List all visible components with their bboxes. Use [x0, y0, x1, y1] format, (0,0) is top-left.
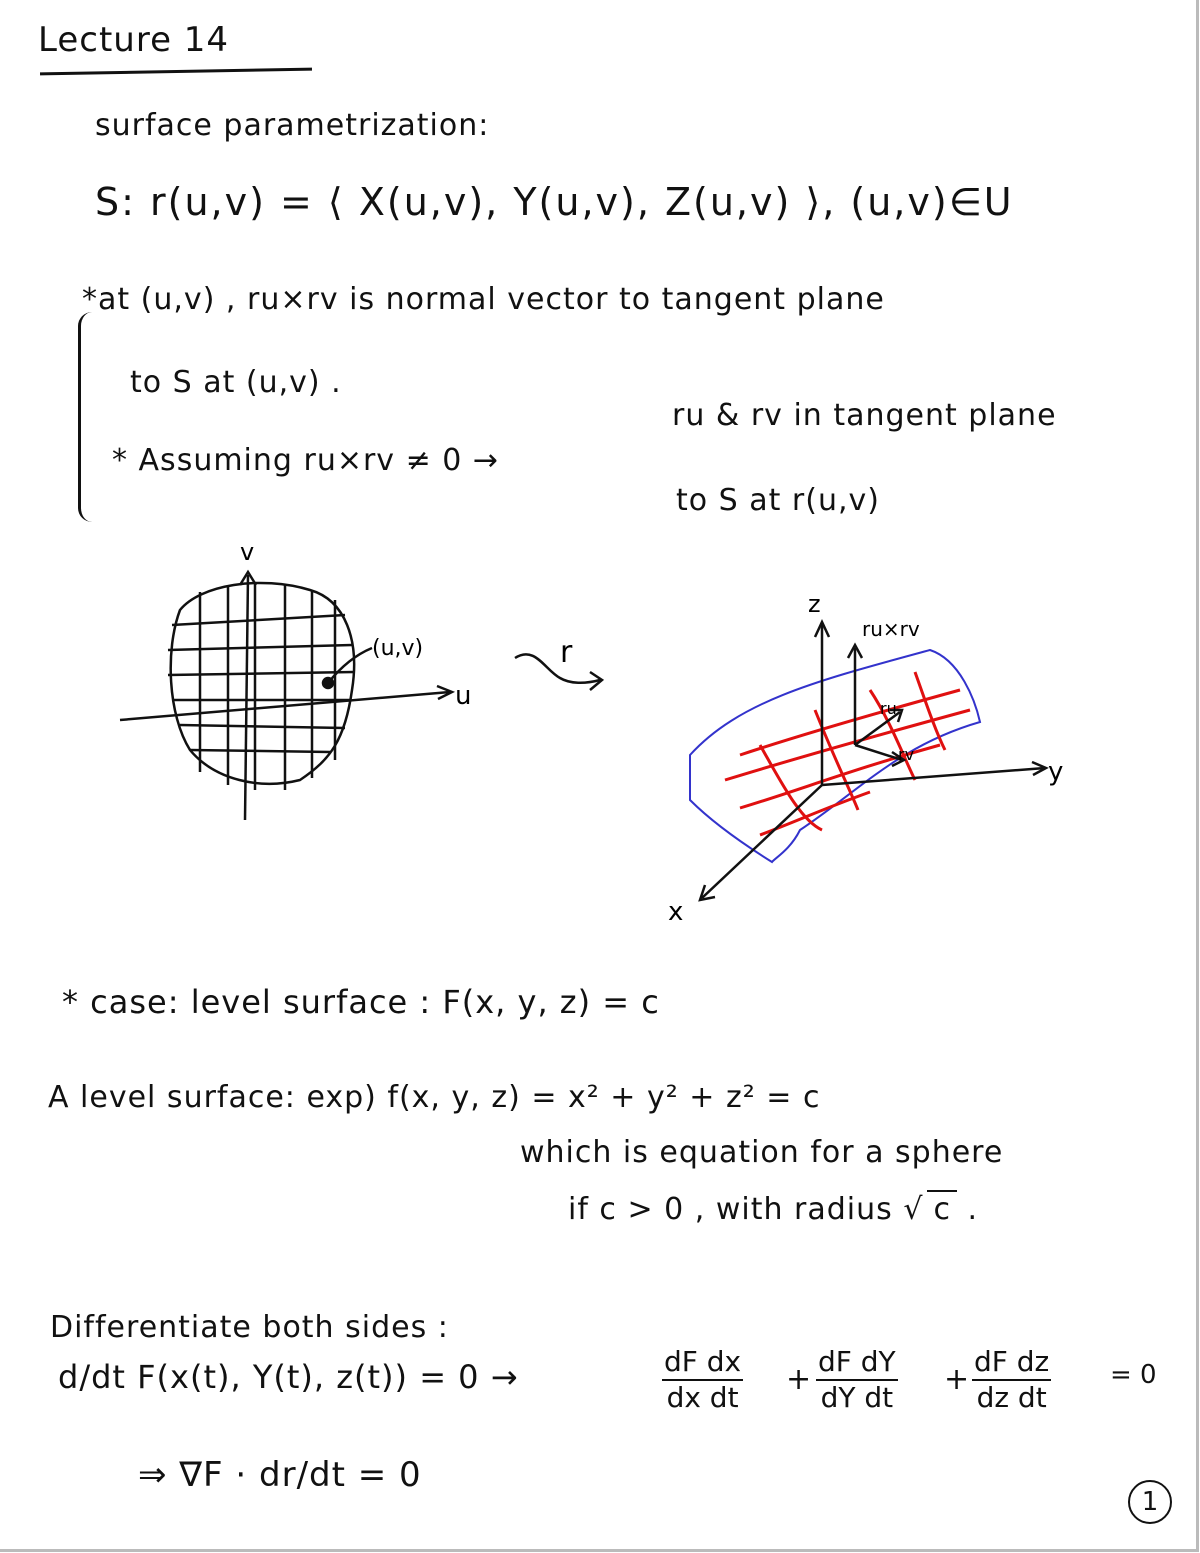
v-axis-label: v	[240, 538, 255, 566]
assumption-right-line1: ru & rv in tangent plane	[672, 398, 1057, 433]
plus-sign-1: +	[786, 1362, 812, 1397]
y-axis-label: y	[1048, 757, 1064, 787]
ru-label: ru	[880, 699, 897, 718]
surface-sketch	[690, 622, 1046, 900]
chain-term-y	[816, 1345, 898, 1415]
z-axis-label: z	[808, 590, 821, 618]
chain-rhs: = 0	[1110, 1360, 1157, 1390]
plus-sign-2: +	[944, 1362, 970, 1397]
point-label: (u,v)	[372, 636, 424, 661]
parametrization-equation: S: r(u,v) = ⟨ X(u,v), Y(u,v), Z(u,v) ⟩, (u,v)∈U	[95, 180, 1014, 224]
chain-term-z-den: dz dt	[976, 1381, 1047, 1414]
sqrt-symbol: √	[903, 1192, 924, 1227]
assumption-right-line2: to S at r(u,v)	[676, 483, 880, 518]
lecture-title: Lecture 14	[38, 20, 230, 60]
level-surface-case: * case: level surface : F(x, y, z) = c	[62, 983, 660, 1021]
chain-term-y-den: dY dt	[820, 1381, 894, 1414]
normal-note-line1: *at (u,v) , ru×rv is normal vector to tangent plane	[82, 282, 885, 317]
page-number: 1	[1128, 1480, 1172, 1524]
normal-vector-label: ru×rv	[862, 617, 920, 641]
chain-term-y-num: dF dY	[816, 1345, 898, 1381]
domain-sketch	[120, 572, 602, 820]
u-axis-label: u	[455, 681, 472, 711]
rv-label: rv	[898, 745, 915, 764]
sphere-explanation-line1: which is equation for a sphere	[520, 1135, 1004, 1170]
gradient-result: ⇒ ∇F · dr/dt = 0	[138, 1455, 422, 1495]
chain-term-z-num: dF dz	[972, 1345, 1051, 1381]
chain-term-x-num: dF dx	[662, 1345, 743, 1381]
differentiate-lhs: d/dt F(x(t), Y(t), z(t)) = 0 →	[58, 1358, 519, 1396]
chain-term-x-den: dx dt	[666, 1381, 739, 1414]
radius-radicand: c	[927, 1190, 957, 1227]
sphere-explanation-line2: if c > 0 , with radius √ c .	[568, 1192, 979, 1227]
differentiate-heading: Differentiate both sides :	[50, 1310, 449, 1345]
chain-term-x	[662, 1345, 743, 1415]
assumption-left: * Assuming ru×rv ≠ 0 →	[112, 443, 500, 478]
chain-term-z	[972, 1345, 1051, 1415]
x-axis-label: x	[668, 897, 684, 927]
map-label: r	[560, 635, 573, 670]
section-heading: surface parametrization:	[95, 108, 490, 143]
level-surface-example: A level surface: exp) f(x, y, z) = x² + y² + z² = c	[48, 1080, 821, 1115]
normal-note-line2: to S at (u,v) .	[130, 365, 342, 400]
sphere-condition: if c > 0 , with radius	[568, 1192, 893, 1227]
